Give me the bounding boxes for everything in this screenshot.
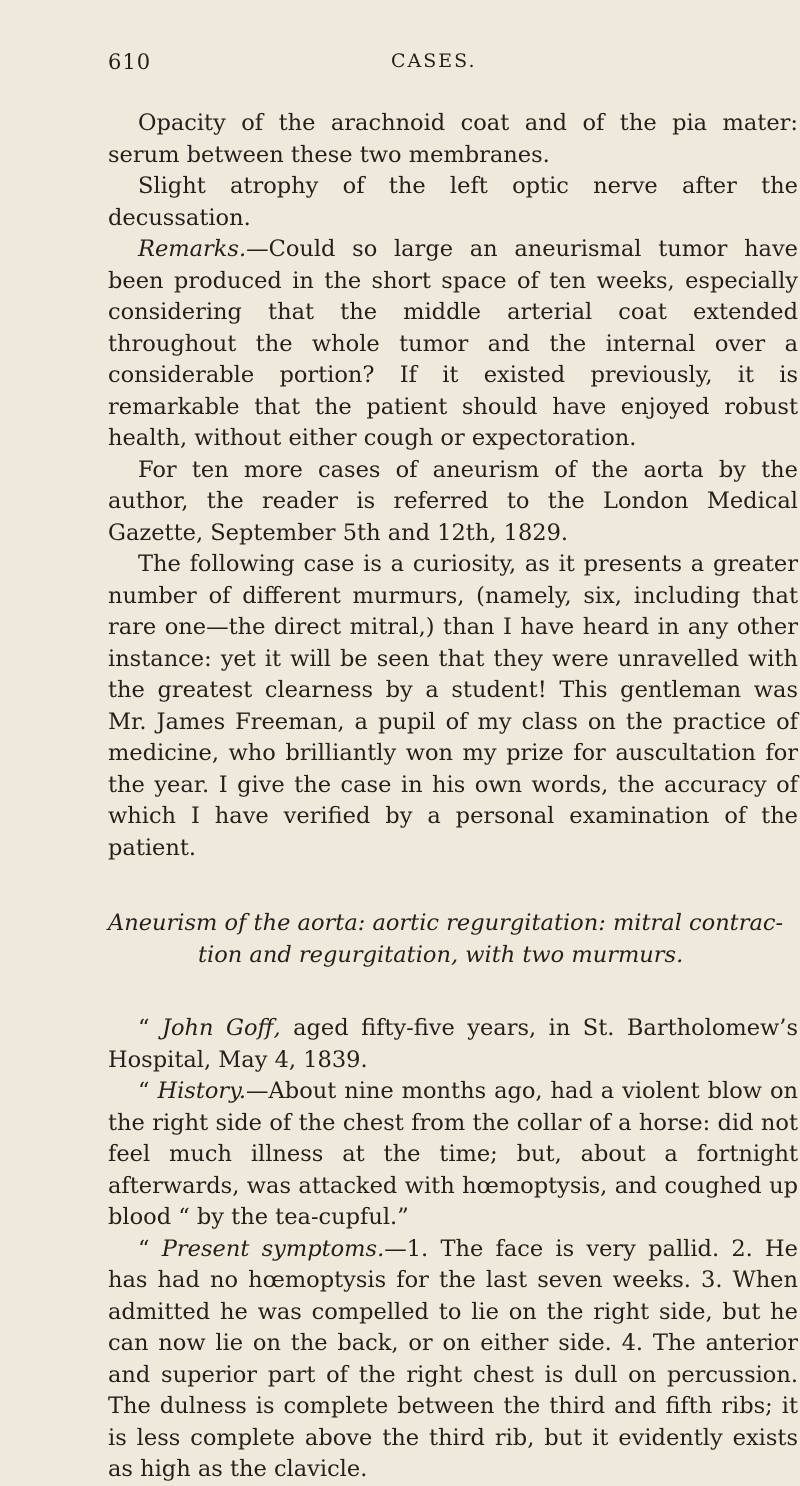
running-head: CASES. <box>391 50 477 72</box>
remarks-text: —Could so large an aneurismal tumor have been produced in the short space of ten weeks, especially considering that the middle arterial coat extended throughout the whole tumor and the internal over a considerable portion? If it existed previously, it is remarkable that the patient should have enjoyed robust health, without either cough or expectoration. <box>108 236 798 451</box>
paragraph-present-symptoms <box>108 1234 798 1486</box>
case-heading-line2: tion and regurgitation, with two murmurs. <box>198 941 684 968</box>
paragraph-case-intro <box>108 1013 798 1076</box>
paragraph-remarks <box>108 234 798 455</box>
case-intro-text: aged fifty-five years, in St. Bartholomew’s Hospital, May 4, 1839. <box>108 1015 799 1073</box>
case-heading-line1: Aneurism of the aorta: aortic regurgitation: mitral contrac- <box>108 910 784 936</box>
history-lead: History. <box>157 1078 247 1104</box>
page-number: 610 <box>108 50 152 74</box>
page-header <box>108 50 720 84</box>
symptoms-quote: “ <box>138 1235 162 1262</box>
paragraph-opacity: Opacity of the arachnoid coat and of the pia mater: serum between these two membranes. <box>108 110 798 168</box>
body-text <box>108 108 798 1486</box>
paragraph-reference: For ten more cases of aneurism of the aorta by the author, the reader is referred to the London Medical Gazette, September 5th and 12th, 1829. <box>108 456 798 546</box>
paragraph-curiosity: The following case is a curiosity, as it presents a greater number of different murmurs, (namely, six, including that rare one—the direct mitral,) than I have heard in any other instance: yet it will be seen that they were unravelled with the greatest clearness by a student! This gentleman was Mr. James Freeman, a pupil of my class on the practice of medicine, who brilliantly won my prize for auscultation for the year. I give the case in his own words, the accuracy of which I have verified by a personal examination of the patient. <box>108 551 798 861</box>
case-intro-quote: “ <box>138 1015 162 1041</box>
paragraph-history <box>108 1076 798 1234</box>
symptoms-lead: Present symptoms. <box>161 1235 385 1262</box>
symptoms-text: —1. The face is very pallid. 2. He has had no hœmoptysis for the last seven weeks. 3. When admitted he was compelled to lie on the right side, but he can now lie on the back, or on either side. 4. The anterior and superior part of the right chest is dull on percussion. The dulness is complete between the third and fifth ribs; it is less complete above the third rib, but it evidently exists as high as the clavicle. <box>108 1235 798 1482</box>
history-text: —About nine months ago, had a violent blow on the right side of the chest from the collar of a horse: did not feel much illness at the time; but, about a fortnight afterwards, was attacked with hœmoptysis, and coughed up blood “ by the tea-cupful.” <box>108 1078 798 1230</box>
case-heading <box>108 908 798 971</box>
remarks-lead: Remarks. <box>138 236 247 262</box>
patient-name: John Goff, <box>161 1015 281 1041</box>
history-quote: “ <box>138 1078 158 1104</box>
paragraph-atrophy: Slight atrophy of the left optic nerve after the decussation. <box>108 173 798 231</box>
